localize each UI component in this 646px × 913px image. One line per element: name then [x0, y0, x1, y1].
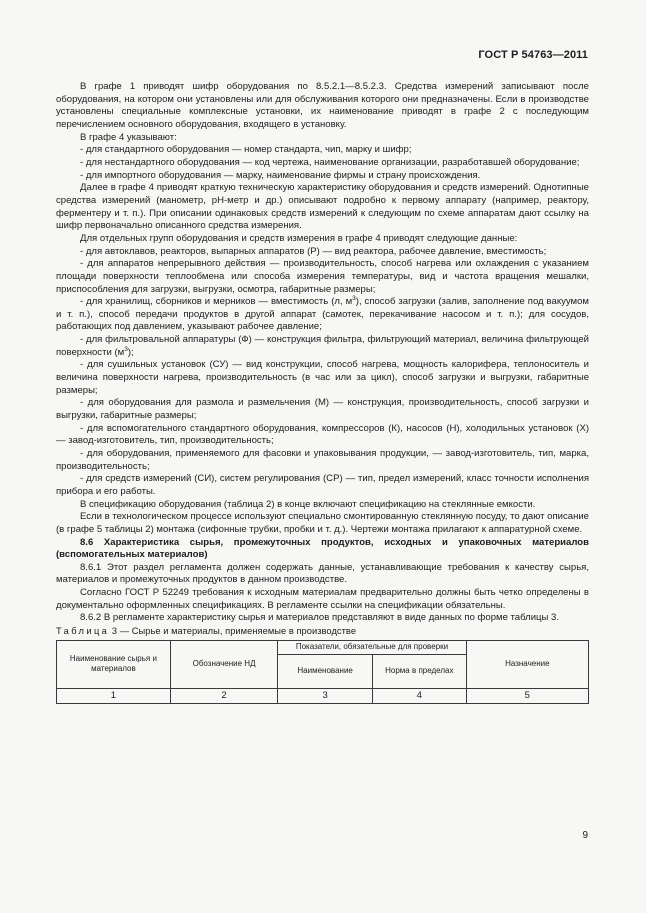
list-item: - для оборудования, применяемого для фасовки и упаковывания продукции, — завод-изготовитель, тип, марка, производительность;	[56, 448, 589, 472]
paragraph: 8.6.1 Этот раздел регламента должен содержать данные, устанавливающие требования к качеству сырья, материалов и промежуточных продуктов в данном производстве.	[56, 561, 589, 586]
list-item-storage	[56, 296, 589, 334]
list-item: - для нестандартного оборудования — код чертежа, наименование организации, разработавшей оборудование;	[80, 156, 580, 168]
table-col-number: 2	[170, 688, 277, 703]
storage-sup: 3	[352, 294, 356, 302]
filter-sup: 3	[124, 345, 128, 353]
table-caption-word: Таблица	[56, 626, 110, 637]
standard-header: ГОСТ Р 54763—2011	[478, 49, 588, 61]
storage-text-a: - для хранилищ, сборников и мерников — вместимость (л, м	[80, 296, 353, 308]
list-item: - для автоклавов, реакторов, выпарных аппаратов (Р) — вид реактора, рабочее давление, вместимость;	[80, 245, 547, 257]
list-item-filter	[56, 334, 589, 359]
list-item: - для сушильных установок (СУ) — вид конструкции, способ нагрева, мощность калорифера, теплоноситель и величина поверхности нагрева, производительность (в час или за цикл), способ загрузки и выгрузки, габаритные размеры;	[56, 359, 589, 396]
list-item: - для вспомогательного стандартного оборудования, компрессоров (К), насосов (Н), холодильных установок (Х) — завод-изготовитель, тип, производительность;	[56, 422, 589, 447]
filter-text-b: );	[127, 346, 134, 358]
filter-text-a: - для фильтровальной аппаратуры (Ф) — конструкция фильтра, фильтрующий материал, величина фильтрующей поверхности (м	[56, 334, 589, 358]
list-item: - для импортного оборудования — марку, наименование фирмы и страну происхождения.	[80, 169, 481, 181]
list-item: - для средств измерений (СИ), систем регулирования (СР) — тип, предел измерений, класс точности исполнения прибора и его работы.	[56, 473, 589, 497]
table-col-number: 3	[278, 688, 373, 703]
paragraph: Далее в графе 4 приводят краткую техническую характеристику оборудования и средств измерений. Однотипные средства измерений (манометр, рН-метр и др.) описывают подробно к первому аппарату (например, реактору, ферментеру и т. п.). При описании одинаковых средств измерений к следующим по схеме аппаратам дают ссылку на шифр первоначально описанного средства измерения.	[56, 182, 589, 232]
paragraph: Для отдельных групп оборудования и средств измерения в графе 4 приводят следующие данные:	[80, 232, 518, 244]
table-header-col1: Наименование сырья и материалов	[57, 640, 171, 688]
table-header-group: Показатели, обязательные для проверки	[278, 640, 466, 654]
table-caption	[56, 625, 589, 638]
paragraph: Согласно ГОСТ Р 52249 требования к исходным материалам предварительно должны быть четко определены в документально оформленных спецификациях. В регламенте ссылки на спецификации обязательны.	[56, 587, 589, 611]
list-item: - для стандартного оборудования — номер стандарта, чип, марку и шифр;	[80, 144, 412, 156]
storage-text-b: ), способ загрузки (залив, заполнение под вакуумом и т. п.), способ передачи продуктов в другой аппарат (самотек, перекачивание насосом и т. п.); для сосудов, работающих под давлением, указывают рабочее давление;	[56, 296, 589, 333]
section-title: 8.6 Характеристика сырья, промежуточных продуктов, исходных и упаковочных материалов (вспомогательных материалов)	[56, 536, 589, 561]
table-caption-text: 3 — Сырье и материалы, применяемые в производстве	[111, 626, 357, 637]
page-number: 9	[582, 830, 588, 841]
table-header-col5: Назначение	[466, 640, 588, 688]
list-item: - для аппаратов непрерывного действия — производительность, способ нагрева или охлаждения с указанием площади поверхности теплообмена или способа измерения температуры, вид и частота вращения мешалки, приспособления для загрузки, выгрузки, осмотра, габаритные размеры;	[56, 258, 589, 295]
paragraph: В графе 1 приводят шифр оборудования по 8.5.2.1—8.5.2.3. Средства измерений записывают после оборудования, на котором они установлены или для обслуживания которого они предназначены. Если в производстве установлены специальные комплексные установки, их наименование приводят в графе 2 с последующим перечислением основного оборудования, входящего в установку.	[56, 81, 589, 130]
table-header-col2: Обозначение НД	[170, 640, 277, 688]
list-item: - для оборудования для размола и размельчения (М) — конструкция, производительность, способ загрузки и выгрузки, габаритные размеры;	[56, 397, 589, 422]
materials-table	[56, 640, 589, 704]
paragraph: 8.6.2 В регламенте характеристику сырья и материалов представляют в виде данных по форме таблицы 3.	[80, 612, 559, 624]
table-col-number: 5	[466, 688, 588, 703]
table-col-number: 1	[57, 688, 171, 703]
page-body	[56, 81, 589, 704]
paragraph: Если в технологическом процессе используют специально смонтированную стеклянную посуду, то дают описание (в графе 5 таблицы 2) монтажа (сифонные трубки, пробки и т. д.). Чертежи монтажа прилагают к аппаратурной схеме.	[56, 511, 589, 535]
table-header-col3: Наименование	[278, 654, 373, 688]
table-header-col4: Норма в пределах	[372, 654, 466, 688]
paragraph: В графе 4 указывают:	[80, 131, 177, 143]
paragraph: В спецификацию оборудования (таблица 2) в конце включают спецификацию на стеклянные емкости.	[80, 498, 536, 510]
table-col-number: 4	[372, 688, 466, 703]
